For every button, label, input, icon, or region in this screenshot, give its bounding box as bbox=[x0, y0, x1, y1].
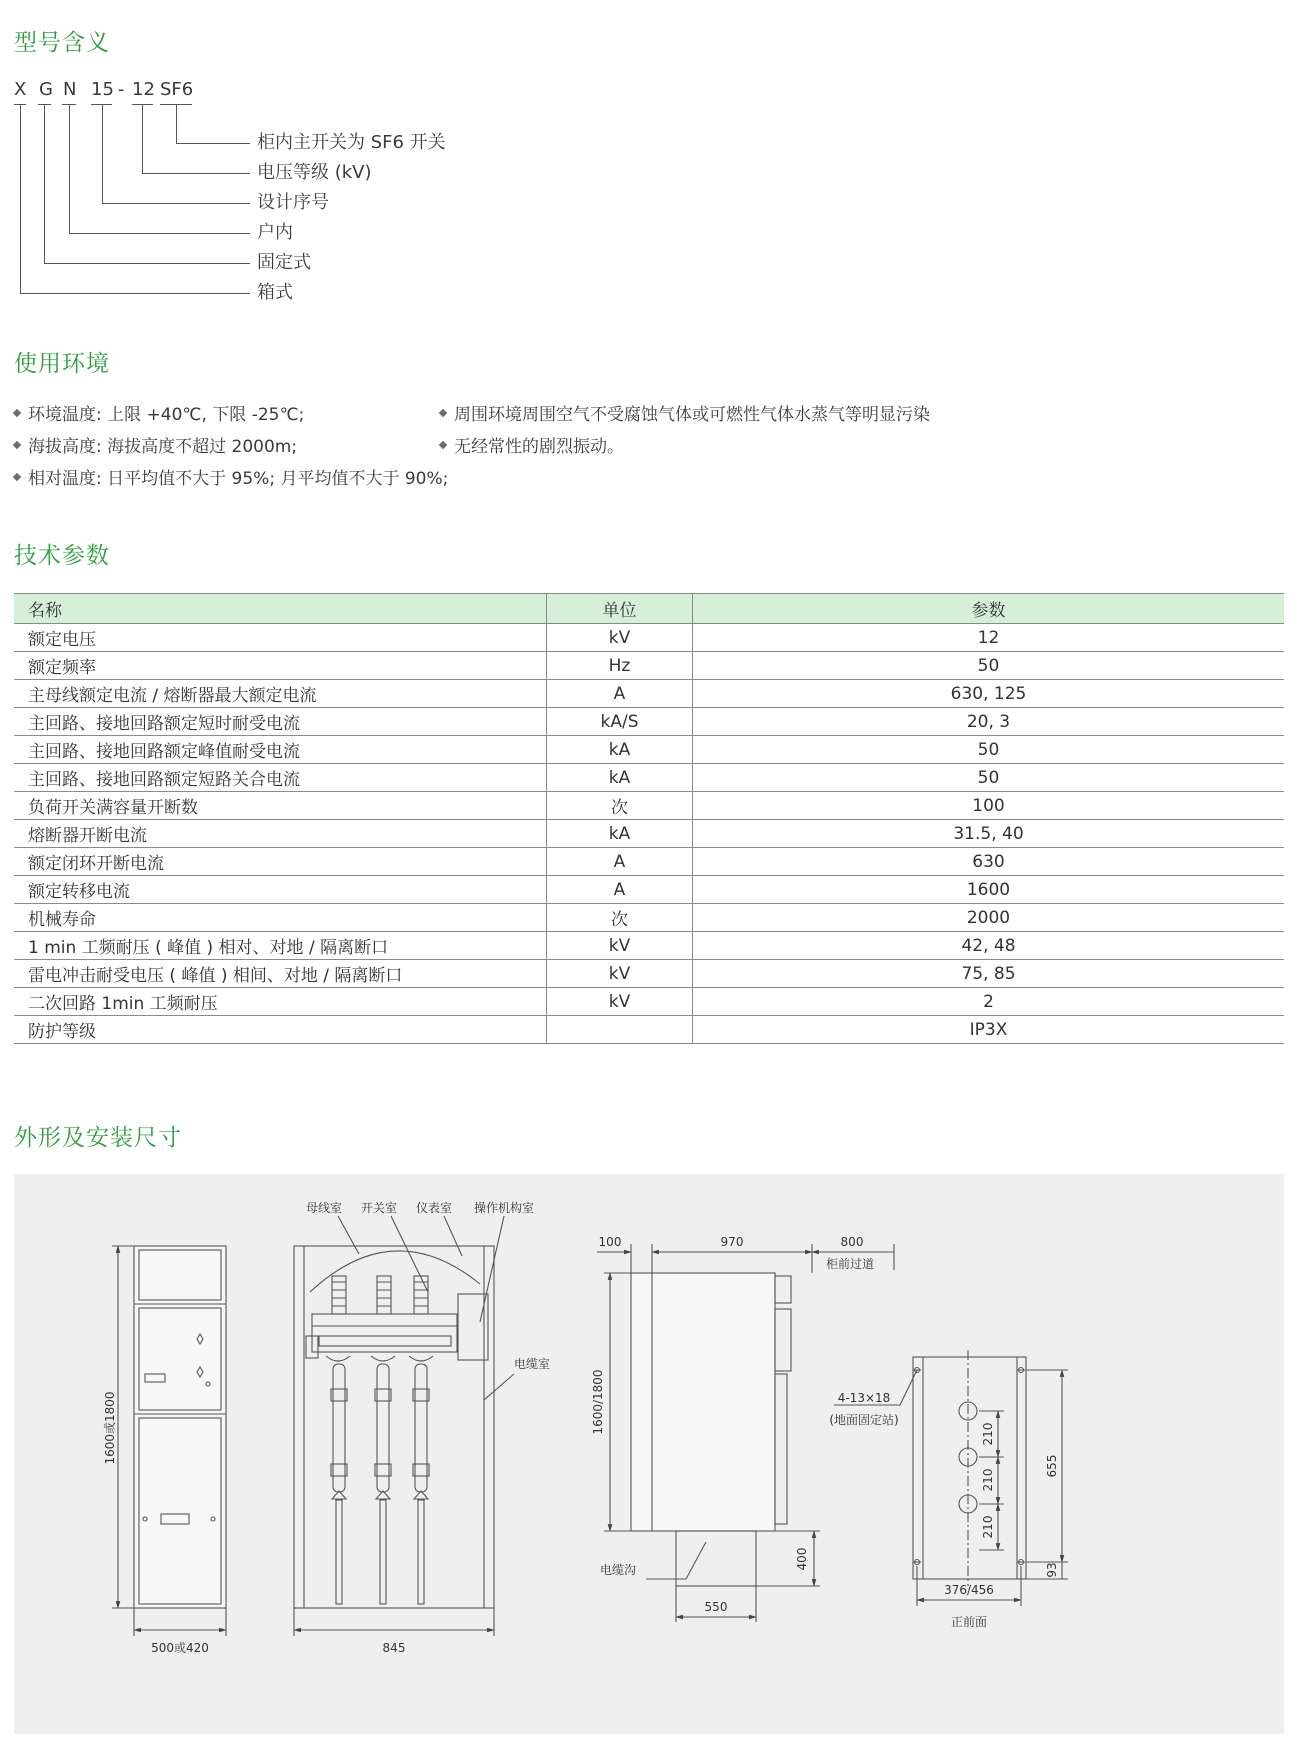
instrument-room-label: 仪表室 bbox=[415, 1201, 453, 1215]
param-name-cell: 额定电压 bbox=[14, 624, 547, 652]
table-row bbox=[14, 736, 1284, 764]
param-unit-cell: kA bbox=[547, 736, 693, 764]
diamond-bullet-icon bbox=[13, 473, 21, 481]
param-name-cell: 额定转移电流 bbox=[14, 876, 547, 904]
front-view bbox=[112, 1246, 226, 1636]
dim-970-label: 970 bbox=[720, 1235, 744, 1249]
diamond-bullet-icon bbox=[13, 409, 21, 417]
param-value-cell: 20, 3 bbox=[693, 708, 1285, 736]
param-value-cell: 75, 85 bbox=[693, 960, 1285, 988]
env-item-text: 海拔高度: 海拔高度不超过 2000m; bbox=[28, 437, 298, 457]
param-unit-cell: kA bbox=[547, 764, 693, 792]
code-char: X bbox=[14, 79, 27, 100]
code-description: 设计序号 bbox=[257, 192, 329, 213]
dim-800-label: 800 bbox=[840, 1235, 864, 1249]
code-description: 固定式 bbox=[257, 252, 311, 273]
drawing-svg bbox=[14, 1174, 1284, 1734]
param-value-cell: 50 bbox=[693, 764, 1285, 792]
param-unit-cell: kV bbox=[547, 960, 693, 988]
section-title-technical: 技术参数 bbox=[14, 543, 110, 569]
code-connector bbox=[20, 104, 21, 293]
env-item-text: 无经常性的剧烈振动。 bbox=[454, 437, 624, 457]
column-header: 名称 bbox=[14, 594, 547, 624]
param-value-cell: 31.5, 40 bbox=[693, 820, 1285, 848]
param-name-cell: 1 min 工频耐压 ( 峰值 ) 相对、对地 / 隔离断口 bbox=[14, 932, 547, 960]
code-connector bbox=[44, 104, 45, 263]
cable-room-label: 电缆室 bbox=[513, 1357, 551, 1371]
code-connector bbox=[69, 104, 70, 233]
table-row bbox=[14, 792, 1284, 820]
code-char: 12 bbox=[132, 79, 155, 100]
code-connector bbox=[102, 203, 250, 204]
diamond-bullet-icon bbox=[13, 441, 21, 449]
code-connector bbox=[176, 104, 177, 143]
diamond-bullet-icon bbox=[439, 409, 447, 417]
cable-trench-label: 电缆沟 bbox=[599, 1563, 637, 1577]
code-description: 柜内主开关为 SF6 开关 bbox=[257, 132, 446, 153]
parameters-table bbox=[14, 593, 1284, 1044]
table-row bbox=[14, 876, 1284, 904]
side-height-label: 1600/1800 bbox=[591, 1369, 605, 1435]
table-body bbox=[14, 624, 1284, 1044]
column-header: 单位 bbox=[547, 594, 693, 624]
param-value-cell: 1600 bbox=[693, 876, 1285, 904]
dim-550-label: 550 bbox=[704, 1600, 728, 1614]
env-item bbox=[440, 400, 930, 425]
param-name-cell: 额定频率 bbox=[14, 652, 547, 680]
param-unit-cell bbox=[547, 1016, 693, 1044]
table-row bbox=[14, 1016, 1284, 1044]
param-name-cell: 主回路、接地回路额定短时耐受电流 bbox=[14, 708, 547, 736]
param-name-cell: 负荷开关满容量开断数 bbox=[14, 792, 547, 820]
param-value-cell: 100 bbox=[693, 792, 1285, 820]
code-char: G bbox=[39, 79, 53, 100]
table-row bbox=[14, 904, 1284, 932]
param-name-cell: 熔断器开断电流 bbox=[14, 820, 547, 848]
side-view bbox=[597, 1244, 894, 1622]
code-char: N bbox=[63, 79, 77, 100]
table-row bbox=[14, 652, 1284, 680]
env-item bbox=[14, 432, 297, 457]
code-connector bbox=[102, 104, 103, 203]
param-name-cell: 雷电冲击耐受电压 ( 峰值 ) 相间、对地 / 隔离断口 bbox=[14, 960, 547, 988]
front-height-label: 1600或1800 bbox=[103, 1391, 117, 1465]
table-row bbox=[14, 680, 1284, 708]
code-connector bbox=[44, 263, 250, 264]
param-value-cell: 12 bbox=[693, 624, 1285, 652]
param-value-cell: 42, 48 bbox=[693, 932, 1285, 960]
dim-100-label: 100 bbox=[598, 1235, 622, 1249]
table-header-row bbox=[14, 594, 1284, 624]
code-connector bbox=[20, 293, 250, 294]
section-title-environment: 使用环境 bbox=[14, 351, 110, 377]
section-view bbox=[294, 1216, 514, 1636]
front-aisle-label: 柜前过道 bbox=[825, 1257, 875, 1271]
table-row bbox=[14, 764, 1284, 792]
front-width-label: 500或420 bbox=[151, 1641, 209, 1655]
code-char: - bbox=[118, 79, 125, 100]
dim-210-label: 210 bbox=[981, 1515, 995, 1539]
section-width-label: 845 bbox=[382, 1641, 406, 1655]
param-unit-cell: 次 bbox=[547, 792, 693, 820]
table-row bbox=[14, 708, 1284, 736]
param-unit-cell: Hz bbox=[547, 652, 693, 680]
param-name-cell: 防护等级 bbox=[14, 1016, 547, 1044]
table-row bbox=[14, 848, 1284, 876]
code-connector bbox=[176, 143, 250, 144]
param-unit-cell: A bbox=[547, 680, 693, 708]
param-unit-cell: A bbox=[547, 848, 693, 876]
env-item-text: 环境温度: 上限 +40℃, 下限 -25℃; bbox=[28, 405, 305, 425]
code-description: 户内 bbox=[257, 222, 293, 243]
diamond-bullet-icon bbox=[439, 441, 447, 449]
holes-note-label: (地面固定站) bbox=[829, 1413, 899, 1427]
holes-label: 4-13×18 bbox=[837, 1391, 891, 1405]
param-name-cell: 机械寿命 bbox=[14, 904, 547, 932]
section-title-dimensions: 外形及安装尺寸 bbox=[14, 1125, 182, 1151]
env-item-text: 周围环境周围空气不受腐蚀气体或可燃性气体水蒸气等明显污染 bbox=[454, 405, 930, 425]
section-title-model: 型号含义 bbox=[14, 30, 110, 56]
param-unit-cell: A bbox=[547, 876, 693, 904]
param-value-cell: 2 bbox=[693, 988, 1285, 1016]
env-item bbox=[14, 464, 448, 489]
base-view bbox=[834, 1350, 1068, 1606]
mechanism-room-label: 操作机构室 bbox=[473, 1201, 535, 1215]
param-value-cell: 2000 bbox=[693, 904, 1285, 932]
code-description: 电压等级 (kV) bbox=[257, 162, 372, 183]
table-row bbox=[14, 960, 1284, 988]
param-value-cell: 50 bbox=[693, 652, 1285, 680]
busbar-room-label: 母线室 bbox=[305, 1201, 343, 1215]
dimension-drawings bbox=[14, 1174, 1284, 1734]
front-face-label: 正前面 bbox=[950, 1615, 988, 1629]
param-unit-cell: kV bbox=[547, 988, 693, 1016]
param-unit-cell: 次 bbox=[547, 904, 693, 932]
param-value-cell: IP3X bbox=[693, 1016, 1285, 1044]
env-item-text: 相对温度: 日平均值不大于 95%; 月平均值不大于 90%; bbox=[28, 469, 449, 489]
table-row bbox=[14, 932, 1284, 960]
param-name-cell: 主母线额定电流 / 熔断器最大额定电流 bbox=[14, 680, 547, 708]
param-name-cell: 主回路、接地回路额定峰值耐受电流 bbox=[14, 736, 547, 764]
code-char: SF6 bbox=[160, 79, 194, 100]
param-name-cell: 二次回路 1min 工频耐压 bbox=[14, 988, 547, 1016]
table-row bbox=[14, 988, 1284, 1016]
code-connector bbox=[69, 233, 250, 234]
param-name-cell: 额定闭环开断电流 bbox=[14, 848, 547, 876]
param-value-cell: 50 bbox=[693, 736, 1285, 764]
base-width-label: 376/456 bbox=[944, 1583, 994, 1597]
table-row bbox=[14, 820, 1284, 848]
param-unit-cell: kV bbox=[547, 624, 693, 652]
switch-room-label: 开关室 bbox=[360, 1201, 398, 1215]
table-row bbox=[14, 624, 1284, 652]
param-value-cell: 630, 125 bbox=[693, 680, 1285, 708]
param-name-cell: 主回路、接地回路额定短路关合电流 bbox=[14, 764, 547, 792]
dim-655-label: 655 bbox=[1045, 1454, 1059, 1478]
param-unit-cell: kA/S bbox=[547, 708, 693, 736]
dim-93-label: 93 bbox=[1045, 1562, 1059, 1578]
param-value-cell: 630 bbox=[693, 848, 1285, 876]
code-char: 15 bbox=[91, 79, 114, 100]
column-header: 参数 bbox=[693, 594, 1285, 624]
env-item bbox=[440, 432, 624, 457]
dim-210-label: 210 bbox=[981, 1468, 995, 1492]
param-unit-cell: kA bbox=[547, 820, 693, 848]
dim-210-label: 210 bbox=[981, 1422, 995, 1446]
code-connector bbox=[142, 173, 250, 174]
dim-400-label: 400 bbox=[795, 1547, 809, 1571]
env-item bbox=[14, 400, 304, 425]
param-unit-cell: kV bbox=[547, 932, 693, 960]
code-connector bbox=[142, 104, 143, 173]
code-description: 箱式 bbox=[257, 282, 293, 303]
